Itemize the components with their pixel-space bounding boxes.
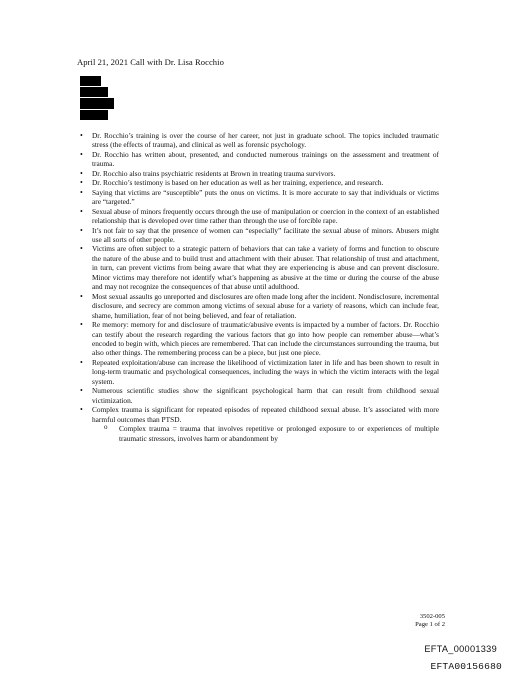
bullet-item-text: Complex trauma is significant for repeated episodes of repeated childhood sexual abuse. It’s associated with more harmful outcomes than PTSD.: [92, 405, 439, 424]
exhibit-code: 3502-005: [419, 613, 445, 620]
bullet-item: • Saying that victims are “susceptible” puts the onus on victims. It is more accurate to say that individuals or victims are “targeted.”: [77, 188, 439, 207]
sub-bullet-list: [92, 424, 439, 443]
notes-bullet-list: [77, 131, 439, 443]
bullet-item-with-subitems: [77, 405, 439, 443]
bullet-item: • Repeated exploitation/abuse can increase the likelihood of victimization later in life and has been shown to result in long-term traumatic and psychological consequences, including the ways in which the victim interacts with the legal system.: [77, 358, 439, 386]
bullet-item: • Dr. Rocchio’s training is over the course of her career, not just in graduate school. The topics included traumatic stress (the effects of trauma), and clinical as well as forensic psychology.: [77, 131, 439, 150]
redaction-block: [80, 76, 101, 86]
bullet-item: • Numerous scientific studies show the significant psychological harm that can result from childhood sexual victimization.: [77, 386, 439, 405]
bullet-item: • Re memory: memory for and disclosure of traumatic/abusive events is impacted by a number of factors. Dr. Rocchio can testify about the research regarding the various factors that go into how people can remember abuse—what’s encoded to begin with, which pieces are remembered. That can include the circumstances surrounding the trauma, but also other things. The remembering process can be a piece, but just one piece.: [77, 320, 439, 358]
bullet-item: • Most sexual assaults go unreported and disclosures are often made long after the incident. Nondisclosure, incremental disclosure, and secrecy are common among victims of sexual abuse for a variety of reasons, which can include fear, shame, humiliation, fear of not being believed, and fear of retaliation.: [77, 292, 439, 320]
page-number: Page 1 of 2: [415, 621, 445, 628]
redaction-block: [80, 87, 108, 97]
redaction-block: [80, 98, 114, 109]
bates-stamp-primary: EFTA_00001339: [424, 644, 497, 654]
redaction-block: [80, 110, 108, 120]
bullet-item: • Dr. Rocchio has written about, presented, and conducted numerous trainings on the assessment and treatment of trauma.: [77, 150, 439, 169]
bullet-item: • Dr. Rocchio also trains psychiatric residents at Brown in treating trauma survivors.: [77, 169, 439, 178]
bullet-item: • It’s not fair to say that the presence of women can “especially” facilitate the sexual abuse of minors. Abusers might use all sorts of other people.: [77, 226, 439, 245]
bullet-item: • Sexual abuse of minors frequently occurs through the use of manipulation or coercion in the context of an established relationship that is developed over time rather than through the use of forcible rape.: [77, 207, 439, 226]
document-header: April 21, 2021 Call with Dr. Lisa Rocchio: [77, 57, 224, 67]
bullet-item: • Victims are often subject to a strategic pattern of behaviors that can take a variety of forms and function to obscure the nature of the abuse and to build trust and attachment with their abuser. That relationship of trust and attachment, in turn, can prevent victims from being aware that what they are experiencing is abuse and can prevent disclosure. Minor victims may therefore not identify what’s happening as abusive at the time or during the course of the abuse and may not recognize the consequences of that abuse until adulthood.: [77, 244, 439, 291]
bates-stamp-secondary: EFTA00156680: [430, 661, 502, 672]
page-footer: [415, 613, 445, 629]
bullet-item: • Dr. Rocchio’s testimony is based on her education as well as her training, experience, and research.: [77, 178, 439, 187]
sub-bullet-item: o Complex trauma = trauma that involves repetitive or prolonged exposure to or experiences of multiple traumatic stressors, involves harm or abandonment by: [92, 424, 439, 443]
